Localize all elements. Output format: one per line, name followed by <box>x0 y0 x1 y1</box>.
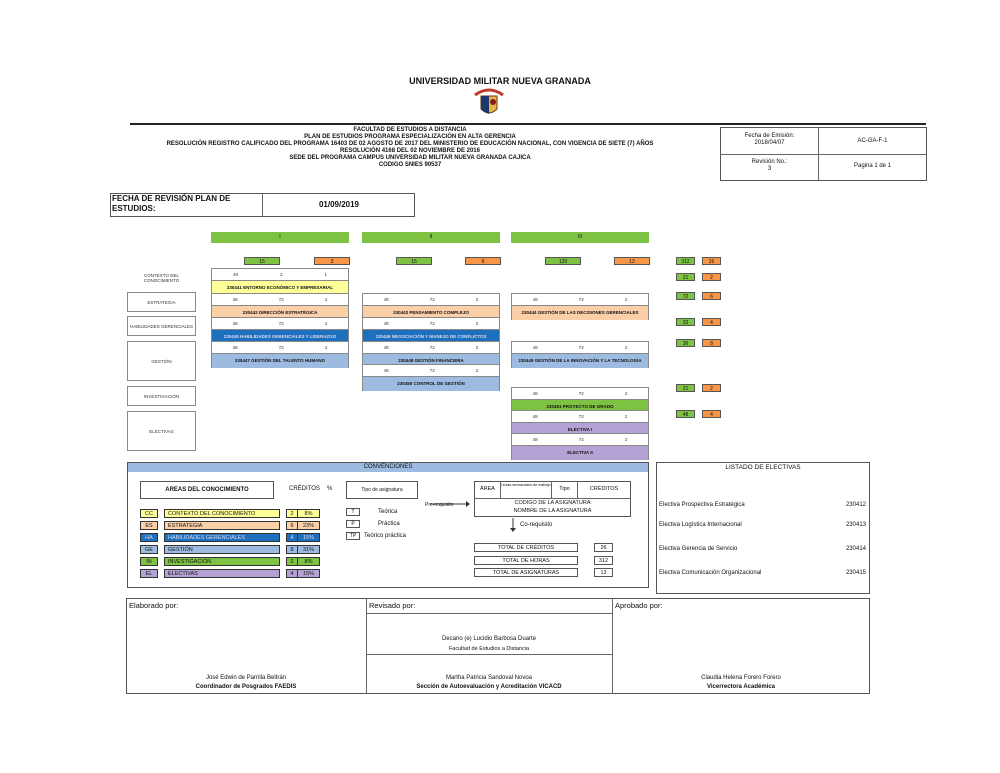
sem3-hours: 12 <box>614 257 650 265</box>
electiva-item <box>659 570 866 576</box>
course-name: 230446 NEGOCIACIÓN Y MANEJO DE CONFLICTOS <box>363 330 499 344</box>
course-num: 72 <box>278 321 284 326</box>
areas-title: AREAS DEL CONOCIMIENTO <box>140 481 274 499</box>
course-name: 230449 GESTIÓN DE LA INNOVACIÓN Y LA TECNOLOGÍA <box>512 354 648 368</box>
legend-name: HABILIDADES GERENCIALES <box>164 533 280 542</box>
electiva-item <box>659 522 866 528</box>
course-name: 230448 GESTIÓN FINANCIERA <box>363 354 499 368</box>
electiva-item <box>659 546 866 552</box>
fecha-emision-label: Fecha de Emisión: <box>744 133 795 139</box>
electiva-name: Electiva Gerencia de Servicio <box>659 546 738 552</box>
prerequisito-arrow-icon <box>430 494 470 500</box>
legend-credits: 4 <box>286 569 298 578</box>
course-num: 48 <box>232 321 238 326</box>
course-num: 72 <box>429 368 435 373</box>
header-line: CODIGO SNIES 90537 <box>378 162 442 168</box>
course-num: 2 <box>475 321 479 326</box>
area-label-habilidades: HABILIDADES GERENCIALES <box>127 316 196 336</box>
course-numbers <box>363 294 499 306</box>
course-numbers <box>212 294 348 306</box>
course-card <box>211 293 349 320</box>
sem2-credits: 15 <box>396 257 432 265</box>
course-numbers <box>512 388 648 400</box>
sample-nombre: NOMBRE DE LA ASIGNATURA <box>513 508 592 514</box>
total-creditos-label: TOTAL DE CRÉDITOS <box>474 543 578 552</box>
fecha-emision <box>722 133 817 147</box>
electiva-name: Electiva Logística Internacional <box>659 522 742 528</box>
course-num: 48 <box>232 272 238 277</box>
tipo-row <box>346 520 400 528</box>
apr-name: Claudia Helena Forero Forero <box>701 675 781 681</box>
legend-pct: 31% <box>298 545 320 554</box>
total-b: 4 <box>702 318 721 326</box>
sem1-hours: 3 <box>314 257 350 265</box>
legend-pct: 23% <box>298 521 320 530</box>
header-line: FACULTAD DE ESTUDIOS A DISTANCIA <box>353 127 467 133</box>
course-num: 48 <box>383 321 389 326</box>
course-name: ELECTIVA I <box>512 423 648 437</box>
course-num: 48 <box>532 437 538 442</box>
sem3-credits: 120 <box>545 257 581 265</box>
course-num: 48 <box>232 345 238 350</box>
course-num: 2 <box>324 321 328 326</box>
area-label-estrategia: ESTRATEGIA <box>127 292 196 312</box>
legend-code: ES <box>140 521 158 530</box>
course-name: 230450 CONTROL DE GESTIÓN <box>363 377 499 391</box>
electiva-code: 230414 <box>845 546 866 552</box>
divider <box>474 498 631 499</box>
convenciones-title: CONVENCIONES <box>128 463 648 472</box>
course-card <box>211 268 349 295</box>
header-line: RESOLUCIÓN 4168 DEL 02 NOVIEMBRE DE 2016 <box>340 148 480 154</box>
course-num: 2 <box>279 272 283 277</box>
decano-name: Decano (e) Lucidio Barbosa Duarte <box>441 636 537 642</box>
tipo-row <box>346 508 397 516</box>
apr-role: Vicerrectora Académica <box>706 684 776 690</box>
electiva-code: 230415 <box>845 570 866 576</box>
course-num: 2 <box>324 297 328 302</box>
legend-row <box>140 556 320 566</box>
legend-row <box>140 520 320 530</box>
total-a: 312 <box>676 257 695 265</box>
electiva-code: 230412 <box>845 502 866 508</box>
course-numbers <box>512 434 648 446</box>
legend-pct: 8% <box>298 509 320 518</box>
course-num: 1 <box>324 272 327 277</box>
rev-name: Martha Patricia Sandoval Novoa <box>445 675 533 681</box>
course-num: 48 <box>532 297 538 302</box>
total-horas-value: 312 <box>594 556 613 565</box>
semester-header-2: II <box>362 232 500 243</box>
electiva-name: Electiva Comunicación Organizacional <box>659 570 762 576</box>
total-b: 8 <box>702 339 721 347</box>
course-card <box>511 433 649 460</box>
course-num: 72 <box>578 414 584 419</box>
elaborado-label: Elaborado por: <box>129 601 179 610</box>
aprobado-label: Aprobado por: <box>615 601 663 610</box>
sample-area: ÁREA <box>480 486 495 492</box>
total-b: 6 <box>702 292 721 300</box>
course-num: 72 <box>278 345 284 350</box>
sem2-hours: 9 <box>465 257 501 265</box>
total-asig-value: 13 <box>594 568 613 577</box>
total-asig-label: TOTAL DE ASIGNATURAS <box>474 568 578 577</box>
fecha-emision-value: 2018/04/07 <box>754 140 785 146</box>
tipo-code: TP <box>346 532 360 540</box>
course-card <box>362 317 500 344</box>
tipo-label: Práctica <box>378 520 400 527</box>
legend-pct: 15% <box>298 569 320 578</box>
elab-name: José Edwin de Parrilla Beltrán <box>205 675 287 681</box>
legend-credits: 6 <box>286 521 298 530</box>
course-num: 48 <box>532 414 538 419</box>
university-logo-icon <box>472 87 506 119</box>
legend-code: CC <box>140 509 158 518</box>
total-a: 36 <box>676 339 695 347</box>
tipo-label: Teórica <box>378 508 398 515</box>
legend-credits: 8 <box>286 545 298 554</box>
course-numbers <box>512 294 648 306</box>
legend-code: GE <box>140 545 158 554</box>
legend-name: ELECTIVAS <box>164 569 280 578</box>
legend-pct: 8% <box>298 557 320 566</box>
course-card <box>362 364 500 391</box>
course-card <box>211 317 349 344</box>
total-a: 48 <box>676 410 695 418</box>
total-a: 21 <box>676 384 695 392</box>
total-creditos-value: 26 <box>594 543 613 552</box>
course-name: 230451 PROYECTO DE GRADO <box>512 400 648 414</box>
revision-label: Revisión No.: <box>751 159 788 165</box>
legend-name: ESTRATEGIA <box>164 521 280 530</box>
revision-plan-date: 01/09/2019 <box>318 200 360 209</box>
course-num: 48 <box>532 345 538 350</box>
course-name: 230442 DIRECCIÓN ESTRATÉGICA <box>212 306 348 320</box>
creditos-header: CRÉDITOS <box>289 486 320 492</box>
sem1-credits: 15 <box>244 257 280 265</box>
course-num: 72 <box>578 437 584 442</box>
corequisito-label: Co-requisito <box>520 522 553 528</box>
divider <box>262 193 263 217</box>
page-number: Pagina 1 de 1 <box>853 163 892 169</box>
header-block <box>110 127 710 169</box>
rev-role: Sección de Autoevaluación y Acreditación VICACD <box>416 684 562 690</box>
course-num: 48 <box>383 345 389 350</box>
course-num: 72 <box>429 345 435 350</box>
total-a: 33 <box>676 318 695 326</box>
course-card <box>511 293 649 320</box>
tipo-row <box>346 532 406 540</box>
course-num: 72 <box>429 297 435 302</box>
course-name: 230445 HABILIDADES GERENCIALES Y LIDERAZGO <box>212 330 348 344</box>
legend-credits: 4 <box>286 533 298 542</box>
corequisito-arrow-icon <box>510 518 516 532</box>
course-card <box>511 341 649 368</box>
tipo-code: P <box>346 520 360 528</box>
course-num: 2 <box>475 297 479 302</box>
course-num: 48 <box>383 297 389 302</box>
course-card <box>362 293 500 320</box>
revision-value: 3 <box>767 166 772 172</box>
legend-row <box>140 508 320 518</box>
header-line: SEDE DEL PROGRAMA CAMPUS UNIVERSIDAD MILITAR NUEVA GRANADA CAJICA <box>289 155 531 161</box>
course-num: 72 <box>278 297 284 302</box>
semester-header-1: I <box>211 232 349 243</box>
legend-name: INVESTIGACIÓN <box>164 557 280 566</box>
legend-code: IN <box>140 557 158 566</box>
divider <box>366 654 612 655</box>
course-numbers <box>363 365 499 377</box>
revision-no <box>722 159 817 173</box>
course-num: 72 <box>578 345 584 350</box>
semester-header-3: III <box>511 232 649 243</box>
course-numbers <box>212 342 348 354</box>
divider <box>366 613 612 614</box>
course-name: 230444 GESTIÓN DE LAS DECISIONES GERENCIALES <box>512 306 648 320</box>
course-card <box>211 341 349 368</box>
electivas-title: LISTADO DE ELECTIVAS <box>725 464 801 471</box>
course-num: 2 <box>475 345 479 350</box>
sample-hours: horas semanales de trabajo <box>501 482 551 487</box>
course-numbers <box>212 269 348 281</box>
tipo-header: Tipo de asignatura <box>346 481 418 499</box>
university-title: UNIVERSIDAD MILITAR NUEVA GRANADA <box>409 76 591 86</box>
course-num: 2 <box>624 414 628 419</box>
total-b: 26 <box>702 257 721 265</box>
course-num: 72 <box>578 391 584 396</box>
legend-credits: 2 <box>286 509 298 518</box>
decano-role: Facultad de Estudios a Distancia <box>448 646 530 652</box>
total-b: 2 <box>702 273 721 281</box>
area-label-electivas: ELECTIVAS <box>127 411 196 451</box>
pct-header: % <box>327 486 333 492</box>
course-num: 2 <box>624 297 628 302</box>
total-b: 4 <box>702 410 721 418</box>
legend-code: HA <box>140 533 158 542</box>
course-num: 72 <box>429 321 435 326</box>
sample-creditos: CRÉDITOS <box>589 486 619 492</box>
course-numbers <box>363 318 499 330</box>
legend-pct: 15% <box>298 533 320 542</box>
header-line: RESOLUCIÓN REGISTRO CALIFICADO DEL PROGRAMA 16403 DE 02 AGOSTO DE 2017 DEL MINISTERIO DE EDUCACIÓN NACIONAL, CON VIGENCIA DE SIETE (7) AÑOS <box>166 141 654 147</box>
legend-row <box>140 544 320 554</box>
sample-codigo: CODIGO DE LA ASIGNATURA <box>514 500 591 506</box>
area-label-gestion: GESTIÓN <box>127 341 196 381</box>
legend-name: CONTEXTO DEL CONOCIMIENTO <box>164 509 280 518</box>
tipo-code: T <box>346 508 360 516</box>
electiva-name: Electiva Prospectiva Estratégica <box>659 502 745 508</box>
divider <box>720 154 927 155</box>
course-name: 230447 GESTIÓN DEL TALENTO HUMANO <box>212 354 348 368</box>
course-num: 2 <box>324 345 328 350</box>
tipo-label: Teórico práctica <box>364 532 407 539</box>
header-line: PLAN DE ESTUDIOS PROGRAMA ESPECIALIZACIÓN EN ALTA GERENCIA <box>304 134 516 140</box>
course-num: 72 <box>578 297 584 302</box>
total-a: 72 <box>676 292 695 300</box>
course-num: 48 <box>383 368 389 373</box>
area-label-investigacion: INVESTIGACIÓN <box>127 386 196 406</box>
total-b: 2 <box>702 384 721 392</box>
legend-credits: 2 <box>286 557 298 566</box>
course-numbers <box>512 342 648 354</box>
course-name: 230441 ENTORNO ECONÓMICO Y EMPRESARIAL <box>212 281 348 295</box>
header-rule <box>130 123 926 125</box>
legend-row <box>140 568 320 578</box>
course-numbers <box>363 342 499 354</box>
electiva-code: 230413 <box>845 522 866 528</box>
legend-code: EL <box>140 569 158 578</box>
legend-name: GESTIÓN <box>164 545 280 554</box>
elab-role: Coordinador de Posgrados FAEDIS <box>195 684 297 690</box>
revision-plan-label: FECHA DE REVISIÓN PLAN DE ESTUDIOS: <box>112 194 231 213</box>
legend-row <box>140 532 320 542</box>
area-label-contexto: CONTEXTO DEL CONOCIMIENTO <box>143 272 180 283</box>
total-horas-label: TOTAL DE HORAS <box>474 556 578 565</box>
doc-code: AC-GA-F-1 <box>857 138 888 144</box>
revisado-label: Revisado por: <box>369 601 416 610</box>
total-a: 21 <box>676 273 695 281</box>
prerequisito-label: Pre-requisito <box>425 502 454 508</box>
course-num: 2 <box>624 391 628 396</box>
course-num: 48 <box>232 297 238 302</box>
course-name: 230443 PENSAMIENTO COMPLEJO <box>363 306 499 320</box>
course-num: 2 <box>624 345 628 350</box>
course-num: 2 <box>624 437 628 442</box>
electiva-item <box>659 502 866 508</box>
course-name: ELECTIVA II <box>512 446 648 460</box>
sample-tipo: Tipo <box>559 486 570 492</box>
course-numbers <box>212 318 348 330</box>
course-num: 48 <box>532 391 538 396</box>
course-num: 2 <box>475 368 479 373</box>
course-numbers <box>512 411 648 423</box>
